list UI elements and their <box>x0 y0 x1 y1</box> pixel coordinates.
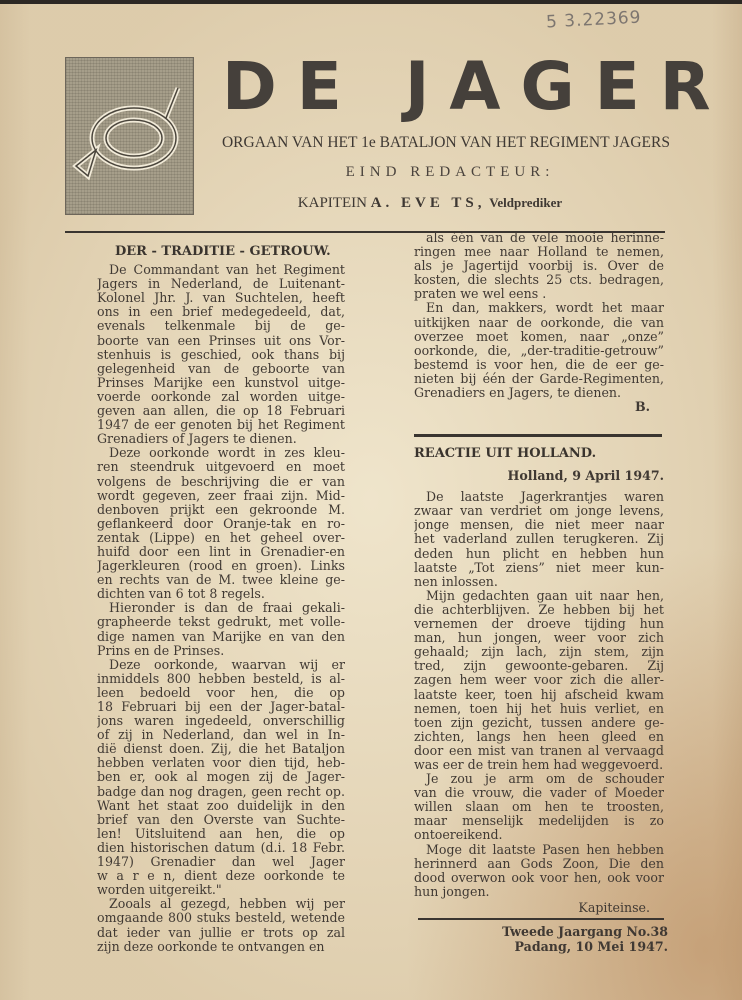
text-line: leen bedoeld voor hen, die op <box>97 685 345 700</box>
text-line: stenhuis is geschied, ook thans bij <box>97 347 345 362</box>
text-line: Mijn gedachten gaan uit naar hen, <box>426 588 664 603</box>
masthead-subtitle: ORGAAN VAN HET 1e BATALJON VAN HET REGIMENT JAGERS <box>221 134 670 151</box>
text-line: ringen mee naar Holland te nemen, <box>414 245 664 260</box>
text-line: 1947) Grenadier dan wel Jager <box>97 855 345 870</box>
text-line: ben er, ook al mogen zij de Jager- <box>97 770 345 785</box>
text-line: als één van de vele mooie herinne- <box>426 231 664 245</box>
article-body <box>97 263 345 954</box>
text-line: en rechts van de M. twee kleine ge- <box>97 573 345 588</box>
text-line: die achterblijven. Ze hebben bij het <box>414 602 664 617</box>
text-line: door een mist van tranen al vervaagd <box>414 743 664 758</box>
text-line: herinnerd aan Gods Zoon, Die den <box>414 856 664 871</box>
text-line: als je Jagertijd voorbij is. Over de <box>414 259 664 274</box>
text-line: dichten van 6 tot 8 regels. <box>97 587 265 602</box>
paragraph <box>97 658 345 898</box>
text-line: ontoereikend. <box>414 828 503 843</box>
text-line: deden hun plicht en hebben hun <box>414 546 664 561</box>
text-line: nieten bij één der Garde-Regimenten, <box>414 371 664 386</box>
text-line: 18 Februari bij een der Jager-batal- <box>97 700 345 714</box>
left-column <box>97 245 345 954</box>
text-line: praten we wel eens . <box>414 287 547 302</box>
text-line: dat ieder van jullie er trots op zal <box>97 925 345 940</box>
text-line: dien historischen datum (d.i. 18 Febr. <box>97 840 345 855</box>
volume-number: Tweede Jaargang No.38 <box>502 924 668 939</box>
text-line: tred, zijn gewoonte-gebaren. Zij <box>414 659 664 674</box>
text-line: wordt gegeven, zeer fraai zijn. Mid- <box>97 488 345 503</box>
text-line: willen slaan om hen te troosten, <box>414 800 664 815</box>
text-line: het vaderland zullen terugkeren. Zij <box>414 532 664 547</box>
dateline: Holland, 9 April 1947. <box>507 468 664 484</box>
footer-divider <box>418 918 664 920</box>
text-line: Jagerkleuren (rood en groen). Links <box>97 559 345 574</box>
text-line: grapheerde tekst gedrukt, met volle- <box>97 615 345 630</box>
masthead-title: DE JAGER <box>222 48 731 125</box>
text-line: laatste keer, toen hij afscheid kwam <box>414 687 664 702</box>
text-line: nemen, toen hij het huis verliet, en <box>414 701 664 716</box>
text-line: De laatste Jagerkrantjes waren <box>426 490 664 505</box>
text-line: dië dienst doen. Zij, die het Bataljon <box>97 742 345 757</box>
article-body <box>414 490 664 899</box>
text-line: Prinses Marijke een kunstvol uitge- <box>97 375 345 390</box>
bugle-horn-icon <box>66 58 193 214</box>
editor-line <box>240 195 620 212</box>
text-line: gelegenheid van de geboorte van <box>97 361 345 376</box>
text-line: geflankeerd door Oranje-tak en ro- <box>97 516 345 531</box>
paragraph <box>97 601 345 657</box>
article-divider <box>414 434 662 437</box>
text-line: zijn deze oorkonde te ontvangen en <box>97 939 325 954</box>
text-line: worden uitgereikt." <box>97 883 222 898</box>
text-line: nen inlossen. <box>414 574 498 589</box>
text-line: hebben verlaten voor dien tijd, heb- <box>97 756 345 771</box>
text-line: ons in een brief medegedeeld, dat, <box>97 305 345 320</box>
text-line: jons waren ingedeeld, onverschillig <box>97 714 345 729</box>
text-line: inmiddels 800 hebben besteld, is al- <box>97 671 345 686</box>
text-line: gehaald; zijn lach, zijn stem, zijn <box>414 645 664 660</box>
paragraph <box>414 843 664 899</box>
article-heading: REACTIE UIT HOLLAND. <box>414 446 597 461</box>
place-date: Padang, 10 Mei 1947. <box>514 938 668 954</box>
editor-name: A. EVE TS, <box>370 195 486 211</box>
paragraph <box>97 263 345 446</box>
paragraph <box>414 772 664 842</box>
text-line: 1947 de eer genoten bij het Regiment <box>97 418 345 433</box>
article-signature: Kapiteinse. <box>578 899 650 915</box>
text-line: jonge mensen, die niet meer naar <box>414 518 664 533</box>
text-line: Zooals al gezegd, hebben wij per <box>109 897 345 912</box>
text-line: voerde oorkonde zal worden uitge- <box>97 389 345 404</box>
text-line: w a r e n, dient deze oorkonde te <box>97 869 345 884</box>
text-line: ren steendruk uitgevoerd en moet <box>97 460 345 475</box>
text-line: Want het staat zoo duidelijk in den <box>97 798 345 813</box>
article-continuation <box>414 231 664 400</box>
issue-info <box>414 925 668 954</box>
paragraph <box>414 490 664 589</box>
text-line: Grenadiers of Jagers te dienen. <box>97 432 297 447</box>
text-line: zichten, langs hen heen gleed en <box>414 729 664 744</box>
text-line: badge dan nog dragen, geen recht op. <box>97 784 345 799</box>
text-line: Jagers in Nederland, de Luitenant- <box>97 277 345 292</box>
page-top-edge <box>0 0 742 4</box>
paragraph <box>97 446 345 601</box>
text-line: omgaande 800 stuks besteld, wetende <box>97 911 345 926</box>
text-line: man, hun jongen, weer voor zich <box>414 631 664 646</box>
text-line: dige namen van Marijke en van den <box>97 629 345 644</box>
text-line: uitkijken naar de oorkonde, die van <box>414 315 664 330</box>
text-line: zagen hem weer voor zich die aller- <box>414 673 664 688</box>
text-line: zentak (Lippe) en het geheel over- <box>97 530 345 545</box>
text-line: oorkonde, die, „der-traditie-getrouw” <box>414 343 664 358</box>
text-line: Moge dit laatste Pasen hen hebben <box>426 842 664 857</box>
text-line: toen zijn gezicht, tussen andere ge- <box>414 715 664 730</box>
text-line: of zij in Nederland, dan wel in In- <box>97 728 345 743</box>
text-line: Grenadiers en Jagers, te dienen. <box>414 386 622 401</box>
text-line: zwaar van verdriet om jonge levens, <box>414 504 664 519</box>
text-line: De Commandant van het Regiment <box>109 263 345 278</box>
text-line: brief van den Overste van Suchte- <box>97 812 345 827</box>
text-line: Kolonel Jhr. J. van Suchtelen, heeft <box>97 291 345 306</box>
text-line: dood overwon ook voor hen, ook voor <box>414 870 664 885</box>
paragraph <box>414 231 664 301</box>
text-line: len! Uitsluitend aan hen, die op <box>97 826 345 841</box>
article-heading: DER - TRADITIE - GETROUW. <box>115 244 331 259</box>
text-line: bestemd is voor hen, die de eer ge- <box>414 357 664 372</box>
text-line: maar menselijk medelijden is zo <box>414 814 664 829</box>
editor-role: Veldprediker <box>489 195 563 210</box>
text-line: kosten, die slechts 25 cts. bedragen, <box>414 273 664 288</box>
article-signature: B. <box>634 399 650 415</box>
right-column <box>414 231 664 414</box>
editor-rank: KAPITEIN <box>297 195 367 211</box>
editor-label: EIND REDACTEUR: <box>345 164 555 180</box>
text-line: Prins en de Prinses. <box>97 643 225 658</box>
text-line: Deze oorkonde, waarvan wij er <box>109 657 345 672</box>
text-line: huifd door een lint in Grenadier-en <box>97 544 345 559</box>
text-line: laatste „Tot ziens” niet meer kun- <box>414 560 664 575</box>
archive-number: 5 3.22369 <box>545 7 642 33</box>
text-line: was eer de trein hem had weggevoerd. <box>414 757 664 772</box>
text-line: Je zou je arm om de schouder <box>426 772 664 787</box>
text-line: Hieronder is dan de fraai gekali- <box>109 601 345 616</box>
text-line: volgens de beschrijving die er van <box>97 474 345 489</box>
text-line: evenals telkenmale bij de ge- <box>97 319 345 334</box>
text-line: vernemen der droeve tijding hun <box>414 617 664 632</box>
text-line: En dan, makkers, wordt het maar <box>426 301 664 316</box>
text-line: overzee moet komen, naar „onze” <box>414 329 664 344</box>
text-line: geven aan allen, die op 18 Februari <box>97 404 345 419</box>
text-line: van die vrouw, die vader of Moeder <box>414 786 664 801</box>
paragraph <box>414 301 664 400</box>
paragraph <box>97 897 345 953</box>
second-article <box>414 447 664 915</box>
text-line: denboven prijkt een gekroonde M. <box>97 502 345 517</box>
text-line: Deze oorkonde wordt in zes kleu- <box>109 446 345 461</box>
paragraph <box>414 589 664 772</box>
text-line: boorte van een Prinses uit ons Vor- <box>97 333 345 348</box>
bugle-horn-logo <box>65 57 194 215</box>
text-line: hun jongen. <box>414 884 490 899</box>
